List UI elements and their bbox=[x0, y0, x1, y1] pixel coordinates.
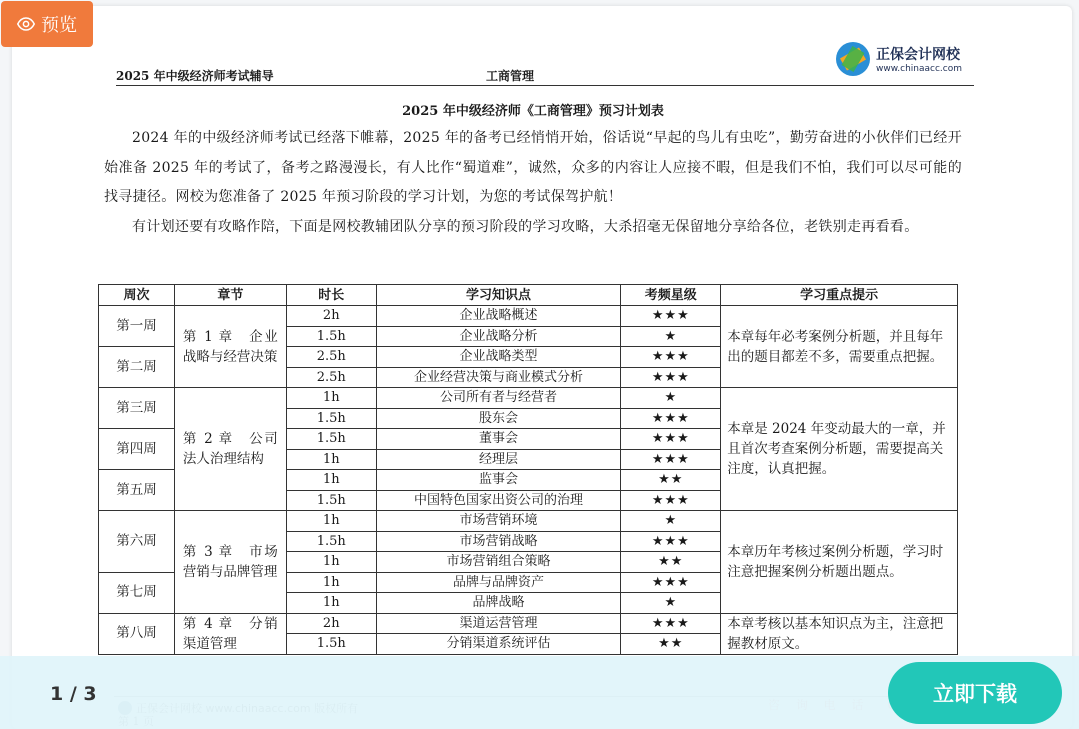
stars-cell: ★★★ bbox=[621, 408, 721, 429]
hours-cell: 1h bbox=[286, 572, 376, 593]
hours-cell: 2.5h bbox=[286, 347, 376, 368]
header-frequency: 考频星级 bbox=[621, 285, 721, 306]
topic-cell: 经理层 bbox=[376, 449, 621, 470]
week-cell: 第三周 bbox=[99, 388, 175, 429]
chapter-cell: 第 2 章 公司法人治理结构 bbox=[174, 388, 286, 511]
hours-cell: 1.5h bbox=[286, 326, 376, 347]
topic-cell: 渠道运营管理 bbox=[376, 613, 621, 634]
hours-cell: 1.5h bbox=[286, 490, 376, 511]
hours-cell: 1h bbox=[286, 449, 376, 470]
week-cell: 第七周 bbox=[99, 572, 175, 613]
stars-cell: ★★★ bbox=[621, 449, 721, 470]
logo-url: www.chinaacc.com bbox=[876, 64, 962, 74]
page-indicator: 1 / 3 bbox=[50, 683, 97, 705]
stars-cell: ★★ bbox=[621, 552, 721, 573]
intro-paragraph: 2024 年的中级经济师考试已经落下帷幕，2025 年的备考已经悄悄开始，俗话说“早起的鸟儿有虫吃”，勤劳奋进的小伙伴们已经开始准备 2025 年的考试了，备考之路漫漫长，有人比作“蜀道难”，诚然，众多的内容让人应接不暇，但是我们不怕，我们可以尽可能的找寻捷径。网校为您准备了 2025 年预习阶段的学习计划，为您的考试保驾护航！ bbox=[104, 130, 962, 205]
preview-badge[interactable] bbox=[1, 1, 93, 47]
stars-cell: ★★★ bbox=[621, 531, 721, 552]
chapter-cell: 第 1 章 企业战略与经营决策 bbox=[174, 306, 286, 388]
topic-cell: 市场营销战略 bbox=[376, 531, 621, 552]
topic-cell: 企业战略概述 bbox=[376, 306, 621, 327]
hours-cell: 2h bbox=[286, 613, 376, 634]
hours-cell: 1h bbox=[286, 511, 376, 532]
table-header-row bbox=[99, 285, 958, 306]
stars-cell: ★★★ bbox=[621, 490, 721, 511]
stars-cell: ★ bbox=[621, 326, 721, 347]
stars-cell: ★★★ bbox=[621, 613, 721, 634]
topic-cell: 企业战略分析 bbox=[376, 326, 621, 347]
stars-cell: ★★★ bbox=[621, 367, 721, 388]
table-row bbox=[99, 388, 958, 409]
tip-cell: 本章每年必考案例分析题，并且每年出的题目都差不多，需要重点把握。 bbox=[721, 306, 958, 388]
document-title: 2025 年中级经济师《工商管理》预习计划表 bbox=[402, 104, 664, 119]
topic-cell: 企业战略类型 bbox=[376, 347, 621, 368]
topic-cell: 股东会 bbox=[376, 408, 621, 429]
stars-cell: ★★★ bbox=[621, 429, 721, 450]
chapter-cell: 第 4 章 分销渠道管理 bbox=[174, 613, 286, 654]
topic-cell: 监事会 bbox=[376, 470, 621, 491]
header-week: 周次 bbox=[99, 285, 175, 306]
topic-cell: 中国特色国家出资公司的治理 bbox=[376, 490, 621, 511]
table-row bbox=[99, 306, 958, 327]
week-cell: 第四周 bbox=[99, 429, 175, 470]
viewer-bottom-bar bbox=[0, 656, 1079, 729]
hours-cell: 1.5h bbox=[286, 634, 376, 655]
tip-cell: 本章历年考核过案例分析题，学习时注意把握案例分析题出题点。 bbox=[721, 511, 958, 614]
stars-cell: ★ bbox=[621, 511, 721, 532]
hours-cell: 1.5h bbox=[286, 429, 376, 450]
stars-cell: ★★★ bbox=[621, 572, 721, 593]
header-tips: 学习重点提示 bbox=[721, 285, 958, 306]
stars-cell: ★ bbox=[621, 388, 721, 409]
topic-cell: 董事会 bbox=[376, 429, 621, 450]
header-chapter: 章节 bbox=[174, 285, 286, 306]
chinaacc-logo bbox=[836, 42, 962, 76]
stars-cell: ★★ bbox=[621, 470, 721, 491]
week-cell: 第二周 bbox=[99, 347, 175, 388]
topic-cell: 分销渠道系统评估 bbox=[376, 634, 621, 655]
logo-icon bbox=[836, 42, 870, 76]
topic-cell: 市场营销组合策略 bbox=[376, 552, 621, 573]
topic-cell: 市场营销环境 bbox=[376, 511, 621, 532]
hours-cell: 2h bbox=[286, 306, 376, 327]
hours-cell: 1h bbox=[286, 593, 376, 614]
hours-cell: 1.5h bbox=[286, 408, 376, 429]
header-hours: 时长 bbox=[286, 285, 376, 306]
stars-cell: ★★ bbox=[621, 634, 721, 655]
topic-cell: 企业经营决策与商业模式分析 bbox=[376, 367, 621, 388]
hours-cell: 1h bbox=[286, 388, 376, 409]
doc-header bbox=[116, 47, 974, 86]
hours-cell: 1h bbox=[286, 470, 376, 491]
stars-cell: ★★★ bbox=[621, 347, 721, 368]
week-cell: 第五周 bbox=[99, 470, 175, 511]
hours-cell: 1h bbox=[286, 552, 376, 573]
chapter-cell: 第 3 章 市场营销与品牌管理 bbox=[174, 511, 286, 614]
download-button[interactable]: 立即下载 bbox=[888, 662, 1062, 724]
header-center-text: 工商管理 bbox=[486, 69, 535, 83]
study-plan-table bbox=[98, 284, 958, 655]
week-cell: 第六周 bbox=[99, 511, 175, 573]
hours-cell: 1.5h bbox=[286, 531, 376, 552]
table-row bbox=[99, 613, 958, 634]
topic-cell: 品牌与品牌资产 bbox=[376, 572, 621, 593]
eye-icon bbox=[17, 15, 35, 33]
header-topic: 学习知识点 bbox=[376, 285, 621, 306]
hours-cell: 2.5h bbox=[286, 367, 376, 388]
topic-cell: 公司所有者与经营者 bbox=[376, 388, 621, 409]
tip-cell: 本章考核以基本知识点为主，注意把握教材原文。 bbox=[721, 613, 958, 654]
week-cell: 第一周 bbox=[99, 306, 175, 347]
week-cell: 第八周 bbox=[99, 613, 175, 654]
strategy-paragraph: 有计划还要有攻略作陪，下面是网校教辅团队分享的预习阶段的学习攻略，大杀招毫无保留地分享给各位，老铁别走再看看。 bbox=[132, 219, 919, 235]
tip-cell: 本章是 2024 年变动最大的一章，并且首次考查案例分析题，需要提高关注度，认真把握。 bbox=[721, 388, 958, 511]
stars-cell: ★★★ bbox=[621, 306, 721, 327]
logo-name: 正保会计网校 bbox=[876, 47, 961, 63]
stars-cell: ★ bbox=[621, 593, 721, 614]
preview-label: 预览 bbox=[41, 15, 77, 36]
topic-cell: 品牌战略 bbox=[376, 593, 621, 614]
table-row bbox=[99, 511, 958, 532]
header-left-text: 2025 年中级经济师考试辅导 bbox=[116, 69, 274, 83]
